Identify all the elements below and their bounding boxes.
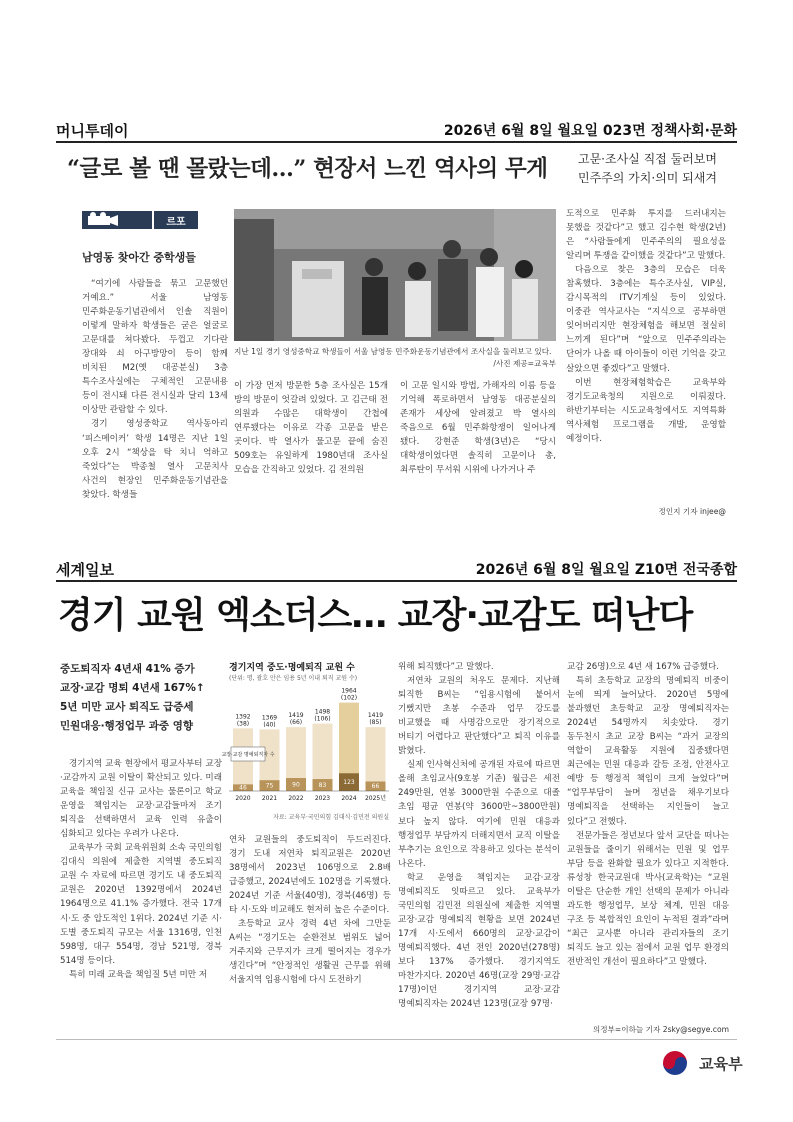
section-tag: 르포 (154, 211, 198, 229)
ministry-logo (660, 1048, 743, 1078)
article2-col-3 (398, 660, 560, 1036)
ministry-name: 교육부 (699, 1054, 743, 1073)
bar-value-label: 1964 (341, 687, 357, 695)
paragraph: 전문가들은 정년보다 앞서 교단을 떠나는 교원들을 줄이기 위해서는 민원 및 업무 부담 등을 완화할 필요가 있다고 지적한다. 류성창 한국교원대 박사(교육학)는 “교원 이탈은 단순한 개인 선택의 문제가 아니라 과도한 행정업무, 보상 체계, 민원 대응 구조 등 복합적인 요인이 누적된 결과”라며 “최근 교사뿐 아니라 관리자들의 조기 퇴직도 늘고 있는 점에서 교원 업무 환경의 전반적인 개선이 필요하다”고 말했다. (567, 830, 729, 967)
bar-honorary-label: 90 (292, 781, 300, 789)
paragraph: 도적으로 민주화 투지를 드러내지는 못했을 것같다”고 했고 김수현 학생(2년)은 “사람들에게 민주주의의 필요성을 알리며 투쟁을 같이했을 것같다”고 말했다. (566, 209, 726, 262)
x-tick-label: 2025년 (364, 795, 387, 802)
paragraph: 이 고문 일시와 방법, 가해자의 이름 등을 기억해 폭로하면서 남영동 대공분실의 존재가 세상에 알려졌고 박 열사의 죽음으로 6월 민주화항쟁이 일어나게 됐다. 강현준 학생(3년)은 “당시 대학생이었다면 솔직히 고문이나 총, 최루탄이 무서워 시위에 나가거나 주 (400, 381, 556, 476)
x-tick-label: 2020 (235, 795, 251, 802)
bar-chart (221, 683, 392, 808)
x-tick-label: 2023 (314, 795, 331, 802)
bar-sub-label: (106) (314, 715, 331, 723)
paragraph: 경기지역 교육 현장에서 평교사부터 교장·교감까지 교원 이탈이 확산되고 있다. 미래 교육을 책임질 신규 교사는 물론이고 학교 운영을 책임지는 교장·교감들마저 조기 퇴직을 선택하면서 교육 인력 유출이 심화되고 있다는 우려가 나온다. (60, 759, 222, 840)
camera-icon (82, 211, 152, 229)
paper-name-segye: 세계일보 (56, 561, 114, 579)
divider (56, 580, 737, 582)
photo-credit: /사진 제공=교육부 (493, 359, 556, 368)
bar-value-label: 1419 (367, 712, 384, 720)
chart-source: 자료: 교육부·국민의힘 김대식·김민전 의원실 (273, 814, 389, 821)
headline-1: “글로 볼 땐 몰랐는데…” 현장서 느낀 역사의 무게 (67, 156, 548, 182)
paper-name-moneytoday: 머니투데이 (56, 122, 129, 140)
bar-sub-label: (85) (369, 719, 382, 727)
deck-line: 고문·조사실 직접 둘러보며 (578, 152, 717, 166)
paragraph: 학교 운영을 책임지는 교감·교장 명예퇴직도 잇따르고 있다. 교육부가 국민의힘 김민전 의원실에 제출한 지역별 교장·교감 명예퇴직 현황을 보면 2024년 17개 시·도에서 660명의 교장·교감이 명예퇴직했다. 4년 전인 2020년(278명)보다 137% 증가했다. 경기지역도 마찬가지다. 2020년 46명(교장 29명·교감 17명)이던 경기지역 교장·교감 명예퇴직자는 2024년 123명(교장 97명· (398, 872, 560, 1010)
deck-line: 민주주의 가치·의미 되새겨 (578, 171, 717, 185)
divider (56, 141, 737, 143)
paragraph: 특히 초등학교 교장의 명예퇴직 비중이 눈에 띄게 늘어났다. 2020년 5명에 불과했던 초등학교 교장 명예퇴직자는 2024년 54명까지 치솟았다. 경기 동두천시 초교 교장 B씨는 “과거 교장의 역할이 교육활동 지원에 집중됐다면 최근에는 민원 대응과 갈등 조정, 안전사고 예방 등 행정적 책임이 크게 늘었다”며 “업무부담이 늘며 정년을 채우기보다 명예퇴직을 선택하는 지인들이 늘고 있다”고 전했다. (567, 676, 729, 827)
chart-title: 경기지역 중도·명예퇴직 교원 수 (229, 663, 355, 673)
x-tick-label: 2021 (261, 795, 278, 802)
paragraph: 특히 미래 교육을 책임질 5년 미만 저 (69, 969, 208, 980)
paragraph: 저연차 교원의 처우도 문제다. 지난해 퇴직한 B씨는 “임용시험에 붙어서 기뻤지만 초봉 수준과 업무 강도를 비교했을 때 사명감으로만 장기적으로 버티기 어렵다고 판단했다”고 퇴직 이유를 밝혔다. (398, 676, 560, 757)
paragraph: 이 가장 먼저 방문한 5층 조사실은 15개 방의 방문이 엇갈려 있었다. 고 김근태 전 의원과 수많은 대학생이 간첩에 연루됐다는 이유로 각종 고문을 받은 곳이다. 박 열사가 물고문 끝에 숨진 509호는 유일하게 1980년대 조사실 모습을 간직하고 있었다. 김 전의원 (234, 381, 388, 476)
summary-line: 민원대응·행정업무 과중 영향 (60, 720, 194, 732)
x-tick-label: 2024 (341, 795, 357, 802)
article2-col-4 (567, 660, 729, 1020)
footer-divider (56, 1039, 737, 1040)
paragraph: 위해 퇴직했다”고 말했다. (398, 662, 494, 672)
byline-1: 정인지 기자 injee@ (658, 507, 726, 516)
paragraph: 다음으로 찾은 3층의 모습은 더욱 참혹했다. 3층에는 특수조사실, VIP실, 감시목적의 ITV기계실 등이 있었다. 이중관 역사교사는 “지식으로 공부하면 잊어버리지만 현장체험을 해보면 절실히 느끼게 된다”며 “앞으로 민주주의라는 단어가 나올 때 아이들이 이런 기억을 갖고 살았으면 좋겠다”고 말했다. (566, 265, 726, 374)
chart-box (221, 660, 392, 830)
summary-line: 5년 미만 교사 퇴직도 급증세 (60, 701, 194, 713)
paragraph: 실제 인사혁신처에 공개된 자료에 따르면 올해 초임교사(9호봉 기준) 월급은 세전 249만원, 연봉 3000만원 수준으로 대졸 초임 평균 연봉(약 3600만~3800만원)보다 높지 않다. 여기에 민원 대응과 행정업무 부담까지 더해지면서 교직 이탈을 부추기는 요인으로 작용하고 있다는 분석이 나온다. (398, 760, 560, 869)
bar-total (366, 727, 386, 791)
bar-honorary-label: 83 (318, 782, 327, 790)
bar-sub-label: (102) (340, 694, 358, 702)
paragraph: 교감 26명)으로 4년 새 167% 급증했다. (567, 662, 720, 672)
dateline-2: 2026년 6월 8일 월요일 Z10면 전국종합 (475, 562, 737, 578)
bar-honorary-label: 46 (239, 784, 247, 792)
bar-honorary-label: 123 (343, 779, 355, 787)
article1-col-1 (82, 277, 228, 500)
bar-sub-label: (38) (236, 720, 250, 728)
dateline-1: 2026년 6월 8일 월요일 023면 정책사회·문화 (443, 123, 737, 139)
x-tick-label: 2022 (288, 795, 304, 802)
paragraph: 경기 영성중학교 역사동아리 ‘피스메이커’ 학생 14명은 지난 1일 오후 2시 “책상을 탁 치니 억하고 죽었다”는 박종철 열사 고문치사 사건의 현장인 민주화운동기념관을 찾았다. 학생들 (82, 419, 228, 500)
legend-label: 교장·교감 명예퇴직자 수 (221, 752, 275, 758)
bar-sub-label: (66) (289, 719, 303, 727)
article1-photo (234, 209, 556, 341)
paragraph: 교육부가 국회 교육위원회 소속 국민의힘 김대식 의원에 제출한 지역별 중도퇴직 교원 수 자료에 따르면 경기도 내 중도퇴직 교원은 2020년 1392명에서 2024년 1964명으로 41.1% 증가했다. 전국 17개 시·도 중 압도적인 1위다. 2024년 기준 시·도별 중도퇴직 규모는 서울 1316명, 인천 598명, 대구 554명, 경남 521명, 경북 514명 등이다. (60, 843, 222, 966)
article1-col-2 (234, 379, 388, 476)
summary-line: 중도퇴직자 4년새 41% 증가 (60, 663, 195, 675)
bar-value-label: 1392 (235, 713, 251, 721)
bar-honorary-label: 75 (265, 782, 274, 790)
bar-sub-label: (40) (263, 721, 276, 729)
chart-note: (단위: 명, 괄호 안은 임용 5년 이내 퇴직 교원 수) (229, 675, 358, 682)
bar-value-label: 1419 (288, 712, 304, 720)
article2-col-1 (60, 757, 222, 1035)
headline-2: 경기 교원 엑소더스… 교장·교감도 떠난다 (58, 595, 693, 636)
caption-text: 지난 1일 경기 영성중학교 학생들이 서울 남영동 민주화운동기념관에서 조사실을 둘러보고 있다. (234, 347, 552, 356)
paragraph: 연차 교원들의 중도퇴직이 두드러진다. 경기 도내 저연차 퇴직교원은 2020년 38명에서 2023년 106명으로 2.8배 급증했고, 2024년에도 102명을 기록했다. 2024년 기준 서울(40명), 경북(46명) 등 타 시·도와 비교해도 현저히 높은 수준이다. (229, 835, 391, 916)
section-tag-box (82, 211, 198, 229)
bar-value-label: 1369 (261, 714, 278, 722)
deck-1 (578, 150, 738, 188)
subhead-1: 남영동 찾아간 중학생들 (82, 251, 196, 264)
article1-col-4 (566, 207, 726, 503)
summary-line: 교장·교감 명퇴 4년새 167%↑ (60, 682, 205, 694)
article1-col-3 (400, 379, 556, 476)
paragraph: 이번 현장체험학습은 교육부와 경기도교육청의 지원으로 이뤄졌다. 하반기부터는 시도교육청에서도 지역특화 역사체험 프로그램을 개발, 운영할 예정이다. (566, 377, 726, 444)
summary-box (60, 660, 222, 736)
photo-caption (234, 346, 556, 370)
paragraph: 초등학교 교사 경력 4년 차에 그만둔 A씨는 “경기도는 순환전보 범위도 넓어 거주지와 근무지가 크게 떨어지는 경우가 생긴다”며 “안정적인 생활권 근무를 위해 서울지역 임용시험에 다시 도전하기 (229, 919, 391, 986)
byline-2: 의정부=이하늘 기자 2sky@segye.com (592, 1025, 729, 1034)
paragraph: “여기에 사람들을 묶고 고문했던 거예요.” 서울 남영동 민주화운동기념관에서 인솔 직원이 이렇게 말하자 학생들은 굳은 얼굴로 고문대를 쳐다봤다. 두껍고 기다란 장대와 쇠 아구방망이 등이 함께 비치된 M2(옛 대공분실) 3층 특수조사실에는 구체적인 고문내용 등이 전시돼 다른 전시실과 달리 13세 이상만 관람할 수 있다. (82, 279, 228, 416)
article2-col-2 (229, 833, 391, 1035)
taegeuk-icon (660, 1048, 690, 1078)
bar-value-label: 1498 (314, 708, 331, 716)
bar-honorary-label: 66 (371, 783, 380, 791)
